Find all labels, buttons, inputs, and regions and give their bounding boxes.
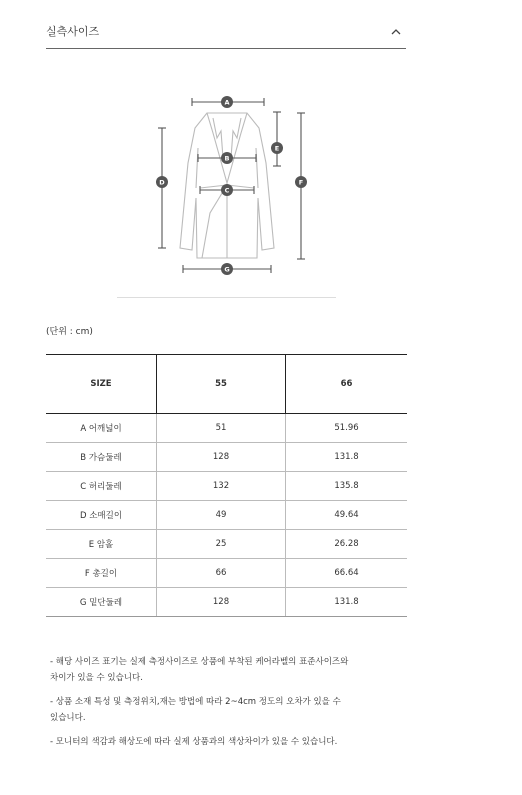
- cell-55: 66: [157, 559, 286, 588]
- row-label: G 밑단둘레: [46, 588, 157, 617]
- cell-66: 26.28: [286, 530, 408, 559]
- svg-text:B: B: [224, 154, 230, 163]
- svg-text:C: C: [224, 186, 230, 195]
- svg-text:F: F: [298, 178, 304, 187]
- cell-55: 25: [157, 530, 286, 559]
- row-label: C 허리둘레: [46, 472, 157, 501]
- note-monitor-color: - 모니터의 색감과 해상도에 따라 실제 상품과의 색상차이가 있을 수 있습니다.: [50, 737, 338, 747]
- svg-text:E: E: [274, 144, 280, 153]
- label-a-marker: [221, 96, 233, 108]
- svg-text:G: G: [224, 265, 230, 274]
- row-label: B 가슴둘레: [46, 443, 157, 472]
- cell-55: 128: [157, 443, 286, 472]
- row-label: E 암홀: [46, 530, 157, 559]
- note-size-label: - 해당 사이즈 표기는 실제 측정사이즈로 상품에 부착된 케어라벨의 표준사이즈와 차이가 있을 수 있습니다.: [50, 657, 349, 683]
- cell-55: 49: [157, 501, 286, 530]
- header-66: 66: [286, 355, 408, 414]
- label-f-marker: [295, 176, 307, 188]
- label-b-marker: [221, 152, 233, 164]
- notes-section: [50, 654, 410, 758]
- cell-66: 66.64: [286, 559, 408, 588]
- label-g-marker: [221, 263, 233, 275]
- table-row: [46, 530, 407, 559]
- section-title: 실측사이즈: [46, 25, 100, 38]
- cell-66: 131.8: [286, 588, 408, 617]
- cell-66: 49.64: [286, 501, 408, 530]
- cell-66: 131.8: [286, 443, 408, 472]
- size-section-header[interactable]: [46, 14, 406, 49]
- table-header-row: [46, 355, 407, 414]
- size-table: [46, 354, 407, 617]
- svg-text:D: D: [159, 178, 165, 187]
- cell-55: 51: [157, 414, 286, 443]
- unit-label: (단위 : cm): [46, 327, 93, 337]
- header-size: SIZE: [46, 355, 157, 414]
- row-label: F 총길이: [46, 559, 157, 588]
- table-row: [46, 501, 407, 530]
- row-label: D 소매길이: [46, 501, 157, 530]
- cell-66: 51.96: [286, 414, 408, 443]
- row-label: A 어깨넓이: [46, 414, 157, 443]
- table-row: [46, 588, 407, 617]
- cell-55: 132: [157, 472, 286, 501]
- cell-55: 128: [157, 588, 286, 617]
- table-row: [46, 472, 407, 501]
- chevron-up-icon[interactable]: [386, 21, 406, 41]
- diagram-divider: [117, 297, 336, 298]
- cell-66: 135.8: [286, 472, 408, 501]
- table-row: [46, 443, 407, 472]
- label-c-marker: [221, 184, 233, 196]
- jacket-measurement-diagram: [110, 88, 345, 288]
- note-measurement-error: - 상품 소재 특성 및 측정위치,재는 방법에 따라 2~4cm 정도의 오차가 있을 수 있습니다.: [50, 697, 341, 723]
- label-e-marker: [271, 142, 283, 154]
- table-row: [46, 559, 407, 588]
- table-row: [46, 414, 407, 443]
- label-d-marker: [156, 176, 168, 188]
- header-55: 55: [157, 355, 286, 414]
- svg-text:A: A: [224, 98, 230, 107]
